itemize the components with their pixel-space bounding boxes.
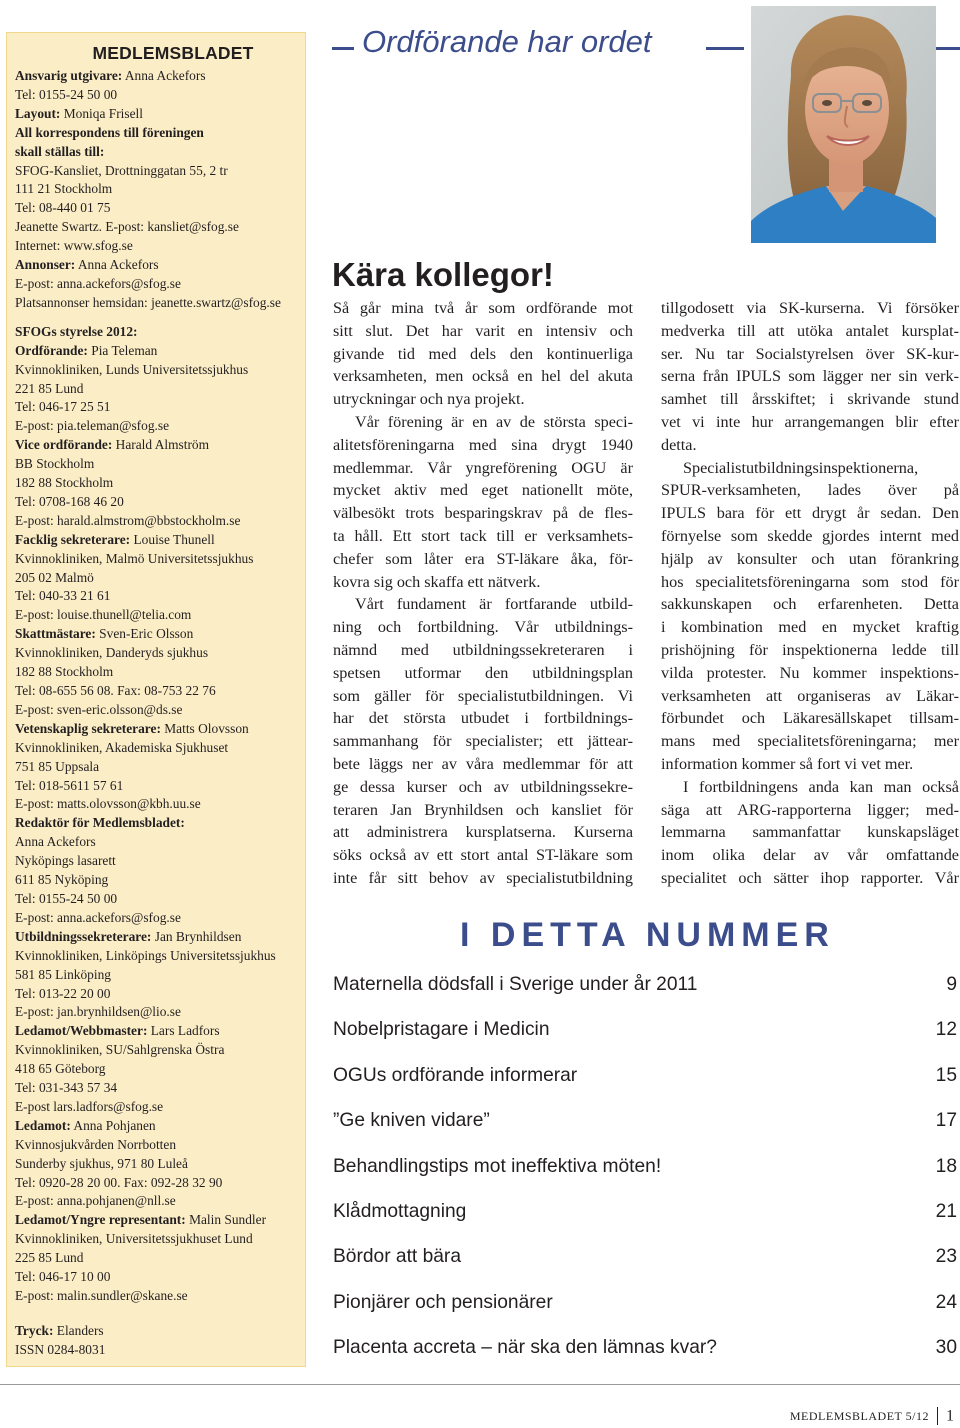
article-text-line: vilda protester. Nu kommer inspektions- (661, 663, 959, 682)
masthead-line-text: Tel: 031-343 57 34 (15, 1080, 118, 1096)
masthead-line-text: E-post: anna.pohjanen@nll.se (15, 1193, 176, 1209)
article-text-line: samhet till årsskiftet; i skrivande stund (661, 390, 959, 409)
toc-entry-page: 23 (935, 1246, 957, 1268)
masthead-line (15, 436, 297, 455)
masthead-line (15, 455, 297, 474)
masthead-line (15, 474, 297, 493)
masthead-line (15, 105, 297, 124)
toc-entry-title: Maternella dödsfall i Sverige under år 2011 (333, 974, 698, 995)
footer-issue-label: MEDLEMSBLADET 5/12 (789, 1408, 929, 1423)
article-text-line: mans med specialitetsföreningarna; mer (661, 732, 959, 751)
masthead-line (15, 1249, 297, 1268)
masthead-line-text: 581 85 Linköping (15, 966, 111, 982)
masthead-line (15, 67, 297, 86)
article-text-line: ser. Nu tar Socialstyrelsen över SK-kur- (661, 344, 959, 363)
toc-entry-title: ”Ge kniven vidare” (333, 1110, 490, 1132)
masthead-line-text: Louise Thunell (130, 531, 215, 547)
article-text-line: mycket aktiv med eget nationellt möte, (333, 481, 633, 500)
masthead-line-text: Internet: www.sfog.se (15, 238, 133, 254)
masthead-line (15, 237, 297, 256)
toc-entry-page: 18 (935, 1155, 957, 1177)
masthead-line-text: Tel: 0920-28 20 00. Fax: 092-28 32 90 (15, 1174, 223, 1190)
masthead-line-text: 221 85 Lund (15, 380, 84, 396)
article-text-line: alitetsföreningarna med sina drygt 1940 (333, 435, 633, 454)
article-text-line: spetsen utformar den utbildningsplan (333, 663, 633, 682)
article-text-line: information kommer så fort vi vet mer. (661, 754, 914, 773)
masthead-line-text: Tel: 046-17 25 51 (15, 399, 111, 415)
article-text-line: serna från IPULS som lägger ner sin verk- (661, 367, 959, 386)
masthead-line (15, 890, 297, 909)
masthead-line-text: Tel: 040-33 21 61 (15, 588, 111, 604)
toc-entry-title: Klådmottagning (333, 1200, 467, 1222)
masthead-line-text: Kvinnokliniken, Universitetssjukhuset Lund (15, 1231, 253, 1247)
masthead-line (15, 644, 297, 663)
masthead-line (15, 294, 297, 313)
masthead-line-label: Vetenskaplig sekreterare: (15, 720, 161, 736)
masthead-line-text: Kvinnokliniken, Lunds Universitetssjukhus (15, 361, 249, 377)
masthead-line-text: Lars Ladfors (147, 1023, 220, 1039)
masthead-line-text: Platsannonser hemsidan: jeanette.swartz@sfog.se (15, 294, 281, 310)
masthead-box (6, 32, 306, 1367)
masthead-line (15, 86, 297, 105)
masthead-line-text: Anna Ackefors (15, 834, 96, 850)
masthead-line (15, 569, 297, 588)
article-text-line: givande tid med dels den kontinuerliga (333, 344, 633, 363)
article-text-line: verksamheten, men också en hel del akuta (333, 367, 633, 386)
header-rule-left (332, 47, 354, 50)
toc-entry[interactable] (333, 1197, 960, 1242)
masthead-title: MEDLEMSBLADET (92, 43, 254, 63)
masthead-line-text: E-post: sven-eric.olsson@ds.se (15, 701, 183, 717)
article-text-line: Specialistutbildningsinspektionerna, (683, 458, 919, 477)
masthead-line-text: Kvinnokliniken, Linköpings Universitetssjukhus (15, 947, 276, 963)
masthead-line-text: Pia Teleman (87, 342, 158, 358)
masthead-line (15, 701, 297, 720)
masthead-line-text: E-post: matts.olovsson@kbh.uu.se (15, 796, 201, 812)
article-text-line: teraren Jan Brynhildsen och kansliet för (333, 800, 633, 819)
masthead-line (15, 1341, 297, 1360)
masthead-line-text: Tel: 0155-24 50 00 (15, 890, 118, 906)
masthead-line (15, 1022, 297, 1041)
article-text-line: specialitet och sätter ihop rapporter. Vår (661, 868, 959, 887)
toc-entry[interactable] (333, 1015, 960, 1060)
masthead-line-text: Moniqa Frisell (60, 105, 143, 121)
masthead-line-label: Vice ordförande: (15, 437, 113, 453)
article-text-line: inte får sitt behov av specialistutbildning (333, 868, 633, 887)
page-footer (790, 1407, 954, 1427)
masthead-line-text: 751 85 Uppsala (15, 758, 100, 774)
masthead-line-text: Kvinnosjukvården Norrbotten (15, 1136, 177, 1152)
article-text-line: Vår förening är en av de största speci- (355, 412, 633, 431)
masthead-line-text: Kvinnokliniken, SU/Sahlgrenska Östra (15, 1042, 225, 1058)
toc-entry[interactable] (333, 1333, 960, 1378)
masthead-line (15, 795, 297, 814)
article-text-line: sakkunskapen och erfarenheten. Detta (661, 595, 959, 614)
masthead-line-label: Ordförande: (15, 342, 88, 358)
masthead-line (15, 682, 297, 701)
masthead-print-info (15, 1322, 297, 1360)
masthead-line-text: Tel: 0155-24 50 00 (15, 86, 118, 102)
masthead-line (15, 625, 297, 644)
masthead-line (15, 1322, 297, 1341)
masthead-line-label: Tryck: (15, 1322, 54, 1338)
masthead-line (15, 833, 297, 852)
article-text-line: välbesökt trots besparingskrav på de fles- (333, 504, 633, 523)
masthead-line-text: Tel: 046-17 10 00 (15, 1269, 111, 1285)
masthead-line-text: E-post: louise.thunell@telia.com (15, 607, 192, 623)
toc-entry-title: Nobelpristagare i Medicin (333, 1019, 550, 1041)
article-text-line: som gäller för specialistutbildningen. Vi (333, 686, 633, 705)
masthead-line (15, 1155, 297, 1174)
masthead-line-label: Facklig sekreterare: (15, 531, 131, 547)
masthead-line (15, 606, 297, 625)
article-text-line: ta håll. Ett stort tack till er verksamhets- (333, 526, 633, 545)
masthead-line (15, 720, 297, 739)
masthead-line-label: Ledamot/Webbmaster: (15, 1023, 148, 1039)
toc-entry-title: Behandlingstips mot ineffektiva möten! (333, 1155, 662, 1177)
masthead-line (15, 550, 297, 569)
article-text-line: sitt slut. Det har varit en intensiv och (333, 321, 633, 340)
toc-entry-title: OGUs ordförande informerar (333, 1064, 578, 1086)
toc-entry-page: 17 (935, 1110, 957, 1132)
footer-rule (0, 1384, 960, 1385)
masthead-line-text: Malin Sundler (185, 1212, 267, 1228)
masthead-line-label: skall ställas till: (15, 143, 105, 159)
article-text-line: nämnd med utbildningssekreteraren i (333, 640, 633, 659)
masthead-line-label: Redaktör för Medlemsbladet: (15, 815, 185, 831)
toc-entry[interactable] (333, 1242, 960, 1287)
article-text-line: chefer som låter era ST-läkare åka, för- (333, 549, 633, 568)
masthead-line (15, 1192, 297, 1211)
article-text-line: hjälp av konsulter och utan förankring (661, 549, 959, 568)
masthead-line (15, 947, 297, 966)
masthead-line (15, 1003, 297, 1022)
toc-heading: I DETTA NUMMER (460, 916, 835, 954)
masthead-line (15, 1117, 297, 1136)
masthead-line-text: Matts Olovsson (160, 720, 249, 736)
article-text-line: medlemmar. Vår yngreförening OGU är (333, 458, 633, 477)
masthead-line-label: Layout: (15, 105, 61, 121)
masthead-line-text: Kvinnokliniken, Danderyds sjukhus (15, 645, 209, 661)
toc-entry-title: Placenta accreta – när ska den lämnas kvar? (333, 1337, 717, 1359)
masthead-line-text: Kvinnokliniken, Malmö Universitetssjukhus (15, 550, 254, 566)
article-text-line: utryckningar och nya projekt. (333, 390, 525, 409)
masthead-line (15, 493, 297, 512)
article-text-line: tillgodosett via SK-kurserna. Vi försöker (661, 299, 959, 317)
article-text-line: i kombination med en mycket kraftig (661, 618, 959, 637)
masthead-line-text: ISSN 0284-8031 (15, 1341, 106, 1357)
article-section-title: Ordförande har ordet (362, 24, 652, 59)
portrait-illustration (751, 6, 936, 243)
article-text-line: söks också av ett stort antal ST-läkare som (333, 846, 633, 865)
masthead-line (15, 531, 297, 550)
masthead-line-label: Ledamot/Yngre representant: (15, 1212, 186, 1228)
masthead-line-label: Ansvarig utgivare: (15, 68, 123, 83)
footer-separator (937, 1407, 938, 1425)
masthead-line-text: E-post: harald.almstrom@bbstockholm.se (15, 512, 241, 528)
masthead-board-list (15, 323, 297, 1306)
masthead-line (15, 985, 297, 1004)
masthead-line-label: All korrespondens till föreningen (15, 124, 204, 140)
masthead-line-text: E-post: pia.teleman@sfog.se (15, 418, 170, 434)
masthead-line (15, 124, 297, 143)
article-text-line: hos specialitetsföreningarna som stod för (661, 572, 959, 591)
masthead-line (15, 758, 297, 777)
article-text-line: ge dessa kurser och av utbildningssekre- (333, 777, 633, 796)
article-text-line: förnyelse som skedde gjordes internt med (661, 526, 959, 545)
article-text-line: har det största utbudet i fortbildnings- (333, 709, 633, 728)
masthead-line-text: Anna Ackefors (75, 257, 159, 273)
article-text-line: lemmarna sammanfattar kunskapsläget (661, 823, 959, 842)
masthead-line (15, 739, 297, 758)
article-text-line: detta. (661, 435, 697, 454)
masthead-line (15, 1079, 297, 1098)
article-text-line: vet vi inte hur arrangemangen blir efter (661, 412, 959, 431)
masthead-line-label: SFOGs styrelse 2012: (15, 323, 138, 339)
toc-entry-page: 21 (935, 1200, 957, 1222)
masthead-line (15, 380, 297, 399)
article-text-line: att administrera kursplatserna. Kurserna (333, 823, 633, 842)
toc-entry-page: 15 (935, 1064, 957, 1086)
article-text-line: bete läggs ner av våra medlemmar för att (333, 754, 633, 773)
article-text-line: IPULS bara för ett drygt år sedan. Den (661, 504, 959, 523)
masthead-line (15, 162, 297, 181)
header-rule-mid (706, 47, 744, 50)
masthead-line (15, 814, 297, 833)
masthead-line (15, 218, 297, 237)
article-text-line: sammanhang för specialister; ett jättear- (333, 732, 633, 751)
toc-entry-page: 12 (935, 1019, 957, 1041)
masthead-line (15, 323, 297, 342)
masthead-line-text: Jan Brynhildsen (151, 928, 242, 944)
article-text-line: ning och fortbildning. Vår utbildnings- (333, 618, 633, 637)
masthead-line-text: Tel: 0708-168 46 20 (15, 493, 124, 509)
masthead-line (15, 199, 297, 218)
toc-entry-page: 30 (935, 1337, 957, 1359)
article-text-line: verksamheten att organiseras av Läkar- (661, 686, 959, 705)
toc-entry[interactable] (333, 1106, 960, 1151)
article-greeting: Kära kollegor! (332, 256, 554, 293)
masthead-line-text: Tel: 08-440 01 75 (15, 200, 111, 216)
masthead-line-text: 111 21 Stockholm (15, 181, 113, 197)
masthead-line (15, 180, 297, 199)
masthead-line-text: 225 85 Lund (15, 1250, 84, 1266)
toc-entry[interactable] (333, 970, 960, 1015)
toc-entry-page: 9 (946, 974, 957, 995)
article-text-line: inom olika delar av vår omfattande (661, 846, 959, 865)
article-text-line: Så går mina två år som ordförande mot (333, 299, 633, 317)
masthead-line (15, 777, 297, 796)
article-column-1 (333, 297, 633, 890)
toc-entry[interactable] (333, 1152, 960, 1197)
masthead-line (15, 966, 297, 985)
masthead-line (15, 275, 297, 294)
masthead-line (15, 342, 297, 361)
masthead-line-text: Jeanette Swartz. E-post: kansliet@sfog.se (15, 219, 239, 235)
masthead-line-label: Ledamot: (15, 1117, 71, 1133)
article-text-line: I fortbildningens anda kan man också (683, 777, 959, 796)
masthead-line-text: Kvinnokliniken, Akademiska Sjukhuset (15, 739, 229, 755)
masthead-line-text: Harald Almström (112, 437, 210, 453)
masthead-line-text: 418 65 Göteborg (15, 1061, 106, 1077)
masthead-line (15, 1041, 297, 1060)
table-of-contents (333, 970, 960, 1379)
toc-entry-page: 24 (935, 1291, 957, 1313)
masthead-line-label: Annonser: (15, 257, 76, 273)
masthead-line-text: Sven-Eric Olsson (95, 626, 194, 642)
article-text-line: medverka till att utöka antalet kursplat- (661, 321, 959, 340)
masthead-line (15, 1174, 297, 1193)
masthead-line-text: E-post: jan.brynhildsen@lio.se (15, 1004, 181, 1020)
footer-page-number: 1 (946, 1407, 954, 1425)
masthead-line (15, 587, 297, 606)
article-text-line: Vårt fundament är fortfarande utbild- (355, 595, 633, 614)
masthead-line (15, 512, 297, 531)
article-column-2 (661, 297, 959, 890)
masthead-line-text: Anna Ackefors (122, 68, 206, 83)
article-text-line: förbundet och Läkaresällskapet tillsam- (661, 709, 959, 728)
masthead-line-text: 182 88 Stockholm (15, 475, 114, 491)
masthead-line (15, 1211, 297, 1230)
masthead-line-text: E-post: malin.sundler@skane.se (15, 1288, 188, 1303)
masthead-line-text: Anna Pohjanen (70, 1117, 156, 1133)
masthead-line-text: Tel: 013-22 20 00 (15, 985, 111, 1001)
masthead-line-text: SFOG-Kansliet, Drottninggatan 55, 2 tr (15, 162, 228, 178)
masthead-line-text: Nyköpings lasarett (15, 853, 116, 869)
toc-entry-title: Pionjärer och pensionärer (333, 1291, 553, 1313)
masthead-line-text: Tel: 018-5611 57 61 (15, 777, 124, 793)
toc-entry[interactable] (333, 1288, 960, 1333)
masthead-line (15, 1230, 297, 1249)
masthead-line (15, 909, 297, 928)
masthead-line-text: E-post lars.ladfors@sfog.se (15, 1098, 164, 1114)
masthead-line-text: E-post: anna.ackefors@sfog.se (15, 275, 181, 291)
toc-entry[interactable] (333, 1061, 960, 1106)
masthead-line (15, 663, 297, 682)
masthead-line (15, 928, 297, 947)
article-text-line: säga att ARG-rapporterna ligger; med- (661, 800, 959, 819)
masthead-line (15, 1287, 297, 1306)
masthead-line-text: 611 85 Nyköping (15, 872, 109, 888)
masthead-line (15, 1098, 297, 1117)
chairperson-portrait-photo (751, 6, 936, 243)
masthead-line-text: 205 02 Malmö (15, 569, 94, 585)
masthead-line-text: Elanders (53, 1322, 104, 1338)
masthead-line (15, 361, 297, 380)
masthead-line (15, 417, 297, 436)
masthead-publisher-info (15, 67, 297, 313)
toc-entry-title: Bördor att bära (333, 1246, 461, 1268)
masthead-line (15, 852, 297, 871)
masthead-line (15, 256, 297, 275)
masthead-line (15, 1136, 297, 1155)
masthead-line (15, 398, 297, 417)
article-text-line: kovra sig och skaffa ett nätverk. (333, 572, 541, 591)
article-text-line: SPUR-verksamheten, lades över på (661, 481, 959, 500)
masthead-line-text: Sunderby sjukhus, 971 80 Luleå (15, 1155, 188, 1171)
masthead-line (15, 1268, 297, 1287)
masthead-line-text: Tel: 08-655 56 08. Fax: 08-753 22 76 (15, 683, 216, 698)
masthead-line (15, 871, 297, 890)
masthead-line (15, 1060, 297, 1079)
article-text-line: prishöjning för inspektionerna ledde till (661, 640, 959, 659)
masthead-line (15, 143, 297, 162)
masthead-line-text: 182 88 Stockholm (15, 664, 114, 680)
masthead-line-text: E-post: anna.ackefors@sfog.se (15, 909, 181, 925)
masthead-line-label: Utbildningssekreterare: (15, 928, 152, 944)
masthead-line-label: Skattmästare: (15, 626, 96, 642)
masthead-line-text: BB Stockholm (15, 456, 95, 472)
